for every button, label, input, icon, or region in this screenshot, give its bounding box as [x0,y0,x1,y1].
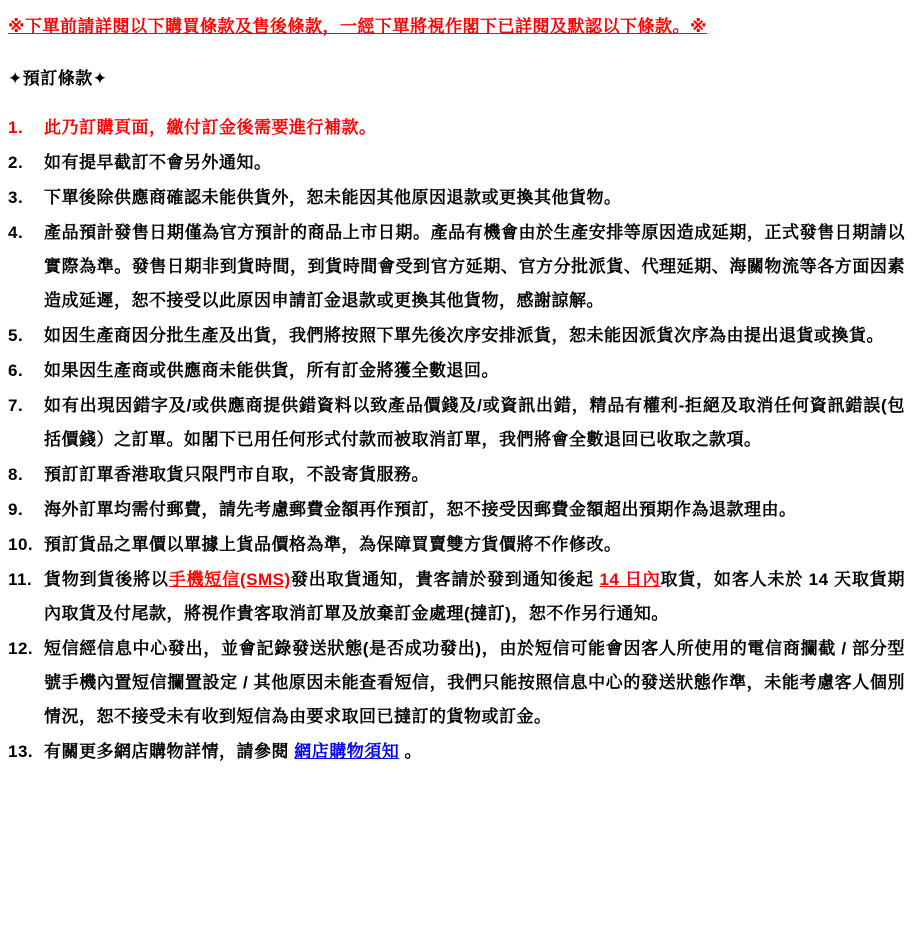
term-item [8,493,905,527]
term-item-text [44,458,905,492]
term-item-text [44,493,905,527]
highlighted-text: 手機短信(SMS) [168,569,291,589]
term-item-text [44,735,905,769]
term-item [8,632,905,734]
text-segment: 短信經信息中心發出，並會記錄發送狀態(是否成功發出)，由於短信可能會因客人所使用的電信商攔截 / 部分型號手機內置短信攔置設定 / 其他原因未能查看短信，我們只能按照信息中心的發送狀態作準，未能考慮客人個別情況，恕不接受未有收到短信為由要求取回已撻訂的貨物或訂金。 [44,638,905,726]
text-segment: 取貨，如客人未於 14 天取貨期內取貨及付尾款，將視作貴客取消訂單及放棄訂金處理(撻訂)，恕不作另行通知。 [44,569,906,623]
text-segment: 如因生產商因分批生產及出貨，我們將按照下單先後次序安排派貨，恕未能因派貨次序為由提出退貨或換貨。 [44,325,884,345]
term-item [8,181,905,215]
term-item-number: 8. [8,464,24,484]
term-item-number: 12. [8,638,34,658]
text-segment: 海外訂單均需付郵費，請先考慮郵費金額再作預訂，恕不接受因郵費金額超出預期作為退款理由。 [44,499,797,519]
term-item-text [44,319,905,353]
highlighted-text: 14 日內 [599,569,661,589]
term-item-text [44,354,905,388]
term-item-number: 1. [8,117,24,137]
text-segment: 預訂貨品之單價以單據上貨品價格為準，為保障買賣雙方貨價將不作修改。 [44,534,622,554]
term-item [8,528,905,562]
text-segment: 下單後除供應商確認未能供貨外，恕未能因其他原因退款或更換其他貨物。 [44,187,622,207]
term-item-text [44,181,905,215]
term-item [8,458,905,492]
term-item-text [44,632,905,734]
term-item-number: 4. [8,222,24,242]
shop-notice-link[interactable]: 網店購物須知 [294,741,400,761]
term-item-number: 3. [8,187,24,207]
term-item-number: 9. [8,499,24,519]
term-item-number: 10. [8,534,34,554]
term-item-text [44,563,905,631]
text-segment: 此乃訂購頁面，繳付訂金後需要進行補款。 [44,117,377,137]
text-segment: 如有出現因錯字及/或供應商提供錯資料以致產品價錢及/或資訊出錯，精品有權利-拒絕及取消任何資訊錯誤(包括價錢）之訂單。如閣下已用任何形式付款而被取消訂單，我們將會全數退回已收取之款項。 [44,395,905,449]
term-item [8,111,905,145]
text-segment: 預訂訂單香港取貨只限門市自取，不設寄貨服務。 [44,464,429,484]
text-segment: 如有提早截訂不會另外通知。 [44,152,272,172]
term-item-text [44,111,905,145]
term-item [8,389,905,457]
term-item-number: 13. [8,741,34,761]
section-header-preorder-terms: ✦預訂條款✦ [8,68,108,88]
text-segment: 貨物到貨後將以 [44,569,169,589]
term-item-number: 11. [8,569,33,589]
term-item-text [44,146,905,180]
term-item-text [44,216,905,318]
term-item-number: 7. [8,395,24,415]
term-item-number: 5. [8,325,24,345]
page-title: ※下單前請詳閱以下購買條款及售後條款，一經下單將視作閣下已詳閱及默認以下條款。※ [8,17,708,36]
text-segment: 如果因生產商或供應商未能供貨，所有訂金將獲全數退回。 [44,360,499,380]
text-segment: 發出取貨通知，貴客請於發到通知後起 [290,569,600,589]
term-item-number: 6. [8,360,24,380]
term-item [8,563,905,631]
term-item [8,146,905,180]
term-item-text [44,528,905,562]
term-item-number: 2. [8,152,24,172]
term-item [8,735,905,769]
term-item [8,354,905,388]
term-item [8,216,905,318]
text-segment: 有關更多網店購物詳情，請參閱 [44,741,295,761]
terms-list [8,111,905,769]
term-item [8,319,905,353]
text-segment: 產品預計發售日期僅為官方預計的商品上市日期。產品有機會由於生產安排等原因造成延期，正式發售日期請以實際為準。發售日期非到貨時間，到貨時間會受到官方延期、官方分批派貨、代理延期、海關物流等各方面因素造成延遲，恕不接受以此原因申請訂金退款或更換其他貨物，感謝諒解。 [44,222,905,310]
text-segment: 。 [399,741,422,761]
term-item-text [44,389,905,457]
